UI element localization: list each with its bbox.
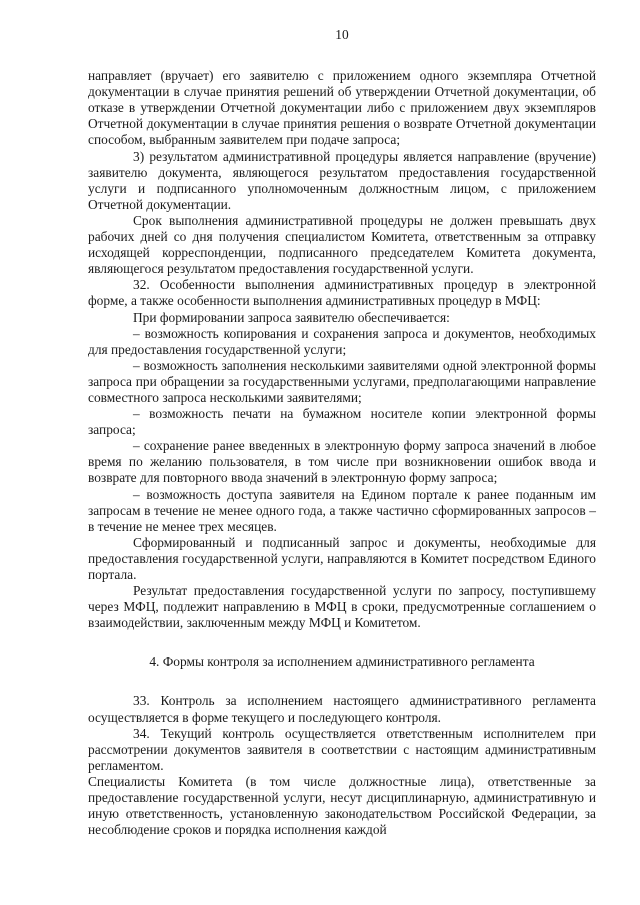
list-item: – сохранение ранее введенных в электронную форму запроса значений в любое время по желанию пользователя, в том числе при возникновении ошибок ввода и возврате для повторного ввода значений в электронную форму запроса; (88, 438, 596, 486)
section-body-before-heading (88, 68, 596, 631)
paragraph: Сформированный и подписанный запрос и документы, необходимые для предоставления государственной услуги, направляются в Комитет посредством Единого портала. (88, 534, 596, 582)
paragraph: Срок выполнения административной процедуры не должен превышать двух рабочих дней со дня получения специалистом Комитета, ответственным за отправку исходящей корреспонденции, подписанного председателем Комитета документа, являющегося результатом предоставления государственной услуги. (88, 212, 596, 277)
paragraph: 33. Контроль за исполнением настоящего административного регламента осуществляется в форме текущего и последующего контроля. (88, 693, 596, 725)
paragraph: 34. Текущий контроль осуществляется ответственным исполнителем при рассмотрении документов заявителя в соответствии с настоящим административным регламентом. (88, 725, 596, 773)
list-item: – возможность печати на бумажном носителе копии электронной формы запроса; (88, 406, 596, 438)
section-body-after-heading (88, 693, 596, 838)
paragraph: 32. Особенности выполнения административных процедур в электронной форме, а также особенности выполнения административных процедур в МФЦ: (88, 277, 596, 309)
list-item: – возможность заполнения несколькими заявителями одной электронной формы запроса при обращении за государственными услугами, предполагающими направление совместного запроса несколькими заявителями; (88, 357, 596, 405)
page-number: 10 (335, 27, 349, 42)
section-heading: 4. Формы контроля за исполнением административного регламента (149, 654, 535, 670)
paragraph: Результат предоставления государственной услуги по запросу, поступившему через МФЦ, подлежит направлению в МФЦ в сроки, предусмотренные соглашением о взаимодействии, заключенным между МФЦ и Комитетом. (88, 583, 596, 631)
paragraph: Специалисты Комитета (в том числе должностные лица), ответственные за предоставление государственной услуги, несут дисциплинарную, административную и иную ответственность, установленную законодательством Российской Федерации, за несоблюдение сроков и порядка исполнения каждой (88, 773, 596, 838)
paragraph: При формировании запроса заявителю обеспечивается: (133, 309, 450, 325)
list-item: – возможность копирования и сохранения запроса и документов, необходимых для предоставления государственной услуги; (88, 325, 596, 357)
paragraph: 3) результатом административной процедуры является направление (вручение) заявителю документа, являющегося результатом предоставления государственной услуги и подписанного уполномоченным должностным лицом, с приложением Отчетной документации. (88, 148, 596, 212)
paragraph: направляет (вручает) его заявителю с приложением одного экземпляра Отчетной документации в случае принятия решений об утверждении Отчетной документации, об отказе в утверждении Отчетной документации либо с приложением двух экземпляров Отчетной документации в случае принятия решения о возврате Отчетной документации способом, выбранным заявителем при подаче запроса; (88, 68, 596, 148)
list-item: – возможность доступа заявителя на Едином портале к ранее поданным им запросам в течение не менее одного года, а также частично сформированных запросов – в течение не менее трех месяцев. (88, 486, 596, 534)
